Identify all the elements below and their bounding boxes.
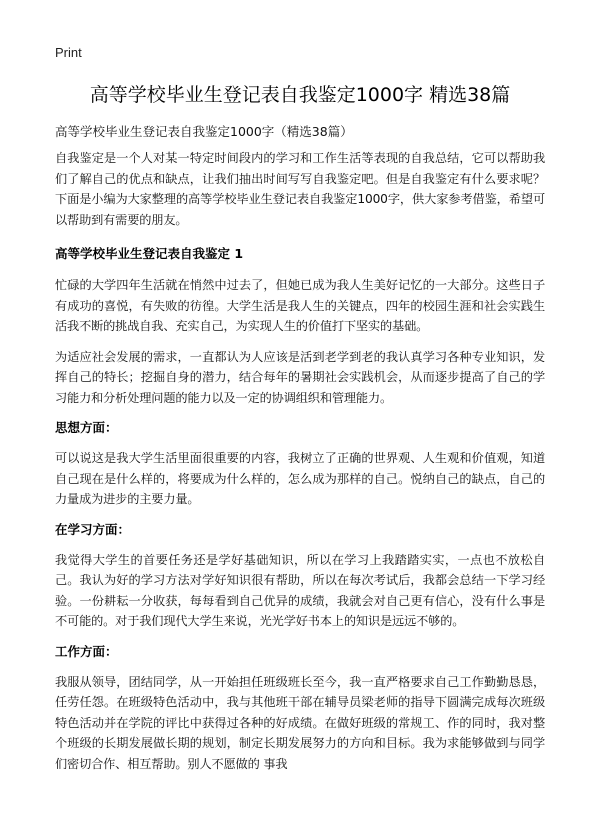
work-paragraph: 我服从领导，团结同学，从一开始担任班级班长至今，我一直严格要求自己工作勤勤恳恳，任劳任怨。在班级特色活动中，我与其他班干部在辅导员梁老师的指导下圆满完成每次班级特色活动并在学院的评比中获得过各种的好成绩。在做好班级的常规工、作的同时，我对整个班级的长期发展做长期的规划，制定长期发展努力的方向和目标。我为求能够做到与同学们密切合作、相互帮助。别人不愿做的 事我 (55, 674, 545, 771)
study-paragraph: 我觉得大学生的首要任务还是学好基础知识，所以在学习上我踏踏实实，一点也不放松自己。我认为好的学习方法对学好知识很有帮助，所以在每次考试后，我都会总结一下学习经验。一份耕耘一分收获，每每看到自己优异的成绩，我就会对自己更有信心，没有什么事是不可能的。对于我们现代大学生来说，光光学好书本上的知识是远远不够的。 (55, 552, 545, 628)
work-heading: 工作方面： (55, 643, 118, 659)
study-heading: 在学习方面： (55, 521, 131, 537)
print-link[interactable]: Print (55, 45, 82, 60)
intro-paragraph: 自我鉴定是一个人对某一特定时间段内的学习和工作生活等表现的自我总结，它可以帮助我们了解自己的优点和缺点，让我们抽出时间写写自我鉴定吧。但是自我鉴定有什么要求呢？下面是小编为大家整理的高等学校毕业生登记表自我鉴定1000字，供大家参考借鉴，希望可以帮助到有需要的朋友。 (55, 151, 545, 227)
section1-paragraph-2: 为适应社会发展的需求，一直都认为人应该是活到老学到老的我认真学习各种专业知识，发挥自己的特长；挖掘自身的潜力，结合每年的暑期社会实践机会，从而逐步提高了自己的学习能力和分析处理问题的能力以及一定的协调组织和管理能力。 (55, 349, 545, 405)
thought-paragraph: 可以说这是我大学生活里面很重要的内容，我树立了正确的世界观、人生观和价值观，知道自己现在是什么样的，将要成为什么样的，怎么成为那样的自己。悦纳自己的缺点，自己的力量成为进步的主要力量。 (55, 451, 545, 506)
document-title: 高等学校毕业生登记表自我鉴定1000字 精选38篇 (89, 84, 511, 106)
document-body (55, 148, 545, 784)
document-subtitle: 高等学校毕业生登记表自我鉴定1000字（精选38篇） (55, 124, 353, 139)
thought-heading: 思想方面： (55, 420, 118, 435)
section1-paragraph-1: 忙碌的大学四年生活就在悄然中过去了，但她已成为我人生美好记忆的一大部分。这些日子有成功的喜悦，有失败的彷徨。大学生活是我人生的关键点，四年的校园生涯和社会实践生活我不断的挑战自我、充实自己，为实现人生的价值打下坚实的基础。 (55, 278, 545, 333)
section-heading-1: 高等学校毕业生登记表自我鉴定 1 (55, 246, 244, 261)
